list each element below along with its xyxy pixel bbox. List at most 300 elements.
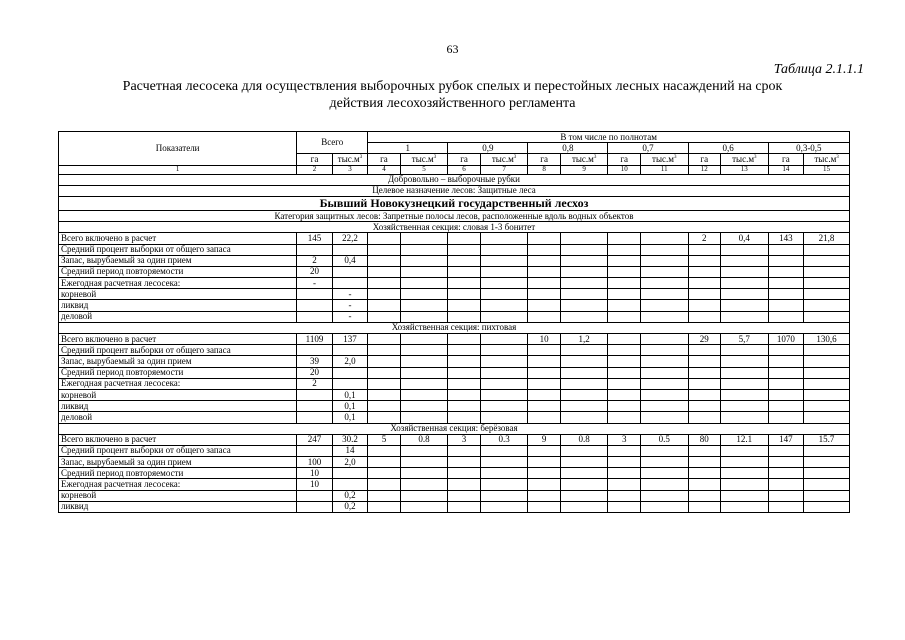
table-cell bbox=[688, 412, 720, 423]
table-cell: 2 bbox=[297, 378, 332, 389]
table-cell: 2 bbox=[297, 255, 332, 266]
table-cell bbox=[368, 445, 400, 456]
unit-superscript: 3 bbox=[359, 154, 363, 160]
row-label: ликвид bbox=[59, 300, 297, 311]
table-cell bbox=[480, 244, 528, 255]
table-cell: 21,8 bbox=[804, 233, 850, 244]
table-cell bbox=[480, 266, 528, 277]
table-cell: 2,0 bbox=[332, 356, 368, 367]
table-cell: 137 bbox=[332, 334, 368, 345]
table-cell bbox=[720, 367, 768, 378]
table-cell bbox=[332, 345, 368, 356]
table-cell bbox=[608, 311, 640, 322]
table-cell: 247 bbox=[297, 434, 332, 445]
table-cell bbox=[640, 255, 688, 266]
span-row bbox=[59, 196, 850, 210]
table-cell bbox=[448, 457, 480, 468]
table-cell bbox=[688, 445, 720, 456]
unit-superscript: 3 bbox=[836, 154, 839, 160]
table-row bbox=[59, 311, 850, 322]
row-label: Средний процент выборки от общего запаса bbox=[59, 244, 297, 255]
table-cell bbox=[400, 412, 448, 423]
table-cell bbox=[528, 244, 560, 255]
table-row bbox=[59, 300, 850, 311]
table-cell bbox=[560, 501, 608, 512]
table-cell bbox=[768, 490, 803, 501]
unit-text: тыс.м bbox=[491, 153, 514, 164]
table-cell bbox=[528, 255, 560, 266]
column-number: 11 bbox=[640, 165, 688, 174]
table-cell bbox=[297, 345, 332, 356]
table-cell bbox=[400, 445, 448, 456]
table-cell: - bbox=[332, 289, 368, 300]
table-cell bbox=[528, 378, 560, 389]
table-cell bbox=[720, 289, 768, 300]
unit-text: тыс.м bbox=[732, 153, 755, 164]
header-unit-ga: га bbox=[297, 154, 332, 165]
row-label: Запас, вырубаемый за один прием bbox=[59, 457, 297, 468]
table-cell bbox=[720, 311, 768, 322]
table-cell bbox=[640, 457, 688, 468]
table-cell: 0,2 bbox=[332, 501, 368, 512]
table-cell bbox=[768, 266, 803, 277]
table-cell bbox=[528, 457, 560, 468]
table-cell bbox=[804, 401, 850, 412]
section-title: Хозяйственная секция: берёзовая bbox=[59, 423, 850, 434]
table-cell bbox=[480, 345, 528, 356]
table-cell bbox=[528, 401, 560, 412]
table-cell bbox=[448, 501, 480, 512]
header-unit-tys bbox=[480, 154, 528, 165]
table-cell bbox=[297, 244, 332, 255]
table-cell: 147 bbox=[768, 434, 803, 445]
table-cell bbox=[720, 490, 768, 501]
table-cell bbox=[720, 300, 768, 311]
table-cell bbox=[448, 244, 480, 255]
table-cell bbox=[804, 412, 850, 423]
column-number: 4 bbox=[368, 165, 400, 174]
table-cell bbox=[768, 244, 803, 255]
table-cell: 14 bbox=[332, 445, 368, 456]
section-title-row bbox=[59, 322, 850, 333]
table-cell bbox=[528, 501, 560, 512]
table-cell bbox=[608, 278, 640, 289]
column-number: 2 bbox=[297, 165, 332, 174]
table-cell bbox=[528, 490, 560, 501]
table-cell bbox=[804, 356, 850, 367]
table-cell bbox=[720, 389, 768, 400]
table-cell bbox=[560, 445, 608, 456]
table-cell bbox=[608, 289, 640, 300]
table-cell bbox=[688, 266, 720, 277]
table-cell bbox=[368, 367, 400, 378]
table-cell bbox=[528, 389, 560, 400]
header-vsego: Всего bbox=[297, 132, 368, 154]
table-cell bbox=[368, 233, 400, 244]
title-line-1: Расчетная лесосека для осуществления выборочных рубок спелых и перестойных лесных насаждений на срок bbox=[122, 79, 783, 94]
header-unit-ga: га bbox=[688, 154, 720, 165]
table-cell bbox=[400, 401, 448, 412]
table-row bbox=[59, 457, 850, 468]
table-row bbox=[59, 367, 850, 378]
table-cell bbox=[768, 389, 803, 400]
table-row bbox=[59, 289, 850, 300]
column-number: 6 bbox=[448, 165, 480, 174]
table-cell: 0,4 bbox=[332, 255, 368, 266]
table-cell bbox=[480, 501, 528, 512]
table-cell: 39 bbox=[297, 356, 332, 367]
table-cell: 20 bbox=[297, 266, 332, 277]
table-row bbox=[59, 389, 850, 400]
unit-superscript: 3 bbox=[433, 154, 437, 160]
table-cell bbox=[448, 401, 480, 412]
table-cell bbox=[688, 501, 720, 512]
table-cell bbox=[297, 389, 332, 400]
table-cell bbox=[368, 412, 400, 423]
table-row bbox=[59, 244, 850, 255]
header-row-1 bbox=[59, 132, 850, 143]
table-cell bbox=[608, 401, 640, 412]
page-number: 63 bbox=[446, 42, 459, 56]
table-cell bbox=[480, 356, 528, 367]
table-cell bbox=[332, 468, 368, 479]
table-cell bbox=[560, 345, 608, 356]
table-cell bbox=[528, 468, 560, 479]
table-cell bbox=[368, 255, 400, 266]
table-row bbox=[59, 445, 850, 456]
table-cell bbox=[560, 266, 608, 277]
header-unit-ga: га bbox=[608, 154, 640, 165]
table-cell bbox=[720, 378, 768, 389]
table-cell bbox=[480, 233, 528, 244]
table-cell bbox=[368, 266, 400, 277]
unit-text: тыс.м bbox=[411, 153, 434, 164]
table-cell bbox=[688, 468, 720, 479]
header-density: 0,8 bbox=[528, 143, 608, 154]
row-label: Всего включено в расчет bbox=[59, 434, 297, 445]
column-number: 15 bbox=[804, 165, 850, 174]
table-cell bbox=[400, 289, 448, 300]
table-cell: - bbox=[332, 311, 368, 322]
table-cell: 0.5 bbox=[640, 434, 688, 445]
table-cell bbox=[368, 334, 400, 345]
table-cell bbox=[480, 334, 528, 345]
table-cell: 2,0 bbox=[332, 457, 368, 468]
table-cell: 10 bbox=[297, 468, 332, 479]
table-cell: - bbox=[297, 278, 332, 289]
table-cell: 0,1 bbox=[332, 389, 368, 400]
table-cell bbox=[608, 255, 640, 266]
table-cell bbox=[400, 311, 448, 322]
column-numbers-row bbox=[59, 165, 850, 174]
table-cell bbox=[480, 468, 528, 479]
table-cell bbox=[480, 490, 528, 501]
table-cell bbox=[768, 501, 803, 512]
table-cell bbox=[720, 445, 768, 456]
table-cell bbox=[720, 468, 768, 479]
header-density: 0,3-0,5 bbox=[768, 143, 849, 154]
table-cell bbox=[480, 311, 528, 322]
table-cell bbox=[368, 278, 400, 289]
table-cell bbox=[560, 255, 608, 266]
table-cell bbox=[528, 412, 560, 423]
table-cell bbox=[480, 255, 528, 266]
table-cell bbox=[608, 300, 640, 311]
table-cell bbox=[297, 311, 332, 322]
table-cell bbox=[608, 412, 640, 423]
table-cell bbox=[448, 233, 480, 244]
table-cell bbox=[368, 457, 400, 468]
table-cell bbox=[640, 278, 688, 289]
table-cell bbox=[368, 468, 400, 479]
table-cell bbox=[560, 289, 608, 300]
row-label: Ежегодная расчетная лесосека: bbox=[59, 378, 297, 389]
table-cell: 22,2 bbox=[332, 233, 368, 244]
table-cell bbox=[368, 389, 400, 400]
table-cell bbox=[768, 468, 803, 479]
table-cell bbox=[400, 334, 448, 345]
table-cell bbox=[368, 378, 400, 389]
table-cell bbox=[608, 244, 640, 255]
section-title: Хозяйственная секция: словая 1-3 бонитет bbox=[59, 222, 850, 233]
table-cell bbox=[688, 401, 720, 412]
table-cell bbox=[640, 501, 688, 512]
row-label: Ежегодная расчетная лесосека: bbox=[59, 278, 297, 289]
kategoriya-label: Категория защитных лесов: Запретные полосы лесов, расположенные вдоль водных объектов bbox=[59, 210, 850, 221]
span-row bbox=[59, 210, 850, 221]
table-cell bbox=[448, 490, 480, 501]
table-cell bbox=[480, 389, 528, 400]
table-cell bbox=[720, 479, 768, 490]
table-row bbox=[59, 412, 850, 423]
table-cell: 5 bbox=[368, 434, 400, 445]
table-cell bbox=[560, 356, 608, 367]
column-number: 7 bbox=[480, 165, 528, 174]
header-unit-tys bbox=[560, 154, 608, 165]
table-cell bbox=[528, 479, 560, 490]
row-label: Средний процент выборки от общего запаса bbox=[59, 445, 297, 456]
table-row bbox=[59, 401, 850, 412]
table-cell bbox=[448, 255, 480, 266]
table-cell bbox=[804, 479, 850, 490]
table-cell bbox=[480, 401, 528, 412]
table-cell bbox=[720, 345, 768, 356]
header-unit-ga: га bbox=[528, 154, 560, 165]
table-cell bbox=[297, 501, 332, 512]
table-cell bbox=[804, 300, 850, 311]
table-cell bbox=[297, 289, 332, 300]
table-cell bbox=[804, 289, 850, 300]
table-cell bbox=[400, 378, 448, 389]
row-label: корневой bbox=[59, 289, 297, 300]
lesoseka-table bbox=[58, 131, 850, 513]
table-cell bbox=[448, 278, 480, 289]
table-cell bbox=[400, 345, 448, 356]
header-density: 1 bbox=[368, 143, 448, 154]
dobrovolno-label: Добровольно – выборочные рубки bbox=[59, 174, 850, 185]
table-cell bbox=[368, 300, 400, 311]
table-cell bbox=[688, 490, 720, 501]
column-number: 12 bbox=[688, 165, 720, 174]
table-cell bbox=[400, 233, 448, 244]
table-cell bbox=[400, 490, 448, 501]
table-cell bbox=[640, 479, 688, 490]
row-label: Всего включено в расчет bbox=[59, 334, 297, 345]
table-cell bbox=[720, 244, 768, 255]
table-cell bbox=[560, 479, 608, 490]
table-cell bbox=[688, 278, 720, 289]
table-cell bbox=[448, 389, 480, 400]
table-cell: 12.1 bbox=[720, 434, 768, 445]
table-cell bbox=[528, 289, 560, 300]
table-cell bbox=[640, 490, 688, 501]
header-unit-tys bbox=[640, 154, 688, 165]
table-cell bbox=[768, 367, 803, 378]
header-density: 0,9 bbox=[448, 143, 528, 154]
table-cell bbox=[528, 356, 560, 367]
header-unit-tys bbox=[804, 154, 850, 165]
table-cell bbox=[528, 311, 560, 322]
table-cell bbox=[448, 468, 480, 479]
table-cell bbox=[528, 266, 560, 277]
table-cell bbox=[448, 345, 480, 356]
table-cell bbox=[400, 356, 448, 367]
table-cell bbox=[768, 300, 803, 311]
table-cell bbox=[560, 468, 608, 479]
table-row bbox=[59, 468, 850, 479]
table-cell bbox=[528, 300, 560, 311]
table-cell bbox=[368, 356, 400, 367]
table-cell: 1109 bbox=[297, 334, 332, 345]
table-cell bbox=[688, 389, 720, 400]
table-cell bbox=[448, 266, 480, 277]
table-cell bbox=[640, 244, 688, 255]
table-cell bbox=[448, 378, 480, 389]
table-cell: 10 bbox=[297, 479, 332, 490]
table-cell bbox=[720, 278, 768, 289]
header-density: 0,6 bbox=[688, 143, 768, 154]
table-cell bbox=[608, 389, 640, 400]
table-cell bbox=[560, 378, 608, 389]
table-cell bbox=[608, 479, 640, 490]
table-cell bbox=[400, 300, 448, 311]
row-label: Средний период повторяемости bbox=[59, 468, 297, 479]
table-row bbox=[59, 356, 850, 367]
table-cell bbox=[297, 300, 332, 311]
table-cell bbox=[560, 401, 608, 412]
table-cell bbox=[480, 445, 528, 456]
table-cell bbox=[400, 468, 448, 479]
table-row bbox=[59, 345, 850, 356]
table-cell bbox=[768, 345, 803, 356]
table-row bbox=[59, 334, 850, 345]
table-cell bbox=[608, 233, 640, 244]
table-cell bbox=[332, 266, 368, 277]
table-cell bbox=[608, 445, 640, 456]
table-cell bbox=[640, 345, 688, 356]
table-cell bbox=[448, 479, 480, 490]
table-cell bbox=[528, 278, 560, 289]
table-cell bbox=[640, 468, 688, 479]
table-cell bbox=[804, 490, 850, 501]
table-id: Таблица 2.1.1.1 bbox=[773, 62, 864, 77]
header-v-tom-chisle: В том числе по полнотам bbox=[368, 132, 850, 143]
row-label: Запас, вырубаемый за один прием bbox=[59, 255, 297, 266]
table-cell bbox=[400, 457, 448, 468]
table-cell bbox=[332, 378, 368, 389]
celevoe-label: Целевое назначение лесов: Защитные леса bbox=[59, 185, 850, 196]
table-cell bbox=[560, 300, 608, 311]
table-cell bbox=[560, 389, 608, 400]
table-cell bbox=[804, 345, 850, 356]
table-cell bbox=[688, 289, 720, 300]
table-cell bbox=[640, 233, 688, 244]
row-label: Ежегодная расчетная лесосека: bbox=[59, 479, 297, 490]
column-number: 1 bbox=[59, 165, 297, 174]
table-cell: 0.8 bbox=[400, 434, 448, 445]
table-cell bbox=[297, 445, 332, 456]
table-cell bbox=[400, 244, 448, 255]
table-cell bbox=[448, 445, 480, 456]
table-cell bbox=[640, 289, 688, 300]
table-row bbox=[59, 479, 850, 490]
table-cell bbox=[768, 356, 803, 367]
table-cell bbox=[768, 311, 803, 322]
table-cell bbox=[768, 401, 803, 412]
table-cell bbox=[560, 490, 608, 501]
table-body bbox=[59, 174, 850, 512]
row-label: деловой bbox=[59, 412, 297, 423]
table-cell bbox=[804, 278, 850, 289]
table-cell bbox=[400, 501, 448, 512]
table-cell bbox=[804, 266, 850, 277]
row-label: ликвид bbox=[59, 501, 297, 512]
span-row bbox=[59, 174, 850, 185]
table-cell bbox=[688, 457, 720, 468]
table-row bbox=[59, 501, 850, 512]
span-row bbox=[59, 185, 850, 196]
unit-text: тыс.м bbox=[814, 153, 837, 164]
section-title-row bbox=[59, 222, 850, 233]
table-cell bbox=[720, 412, 768, 423]
table-cell bbox=[528, 345, 560, 356]
column-number: 10 bbox=[608, 165, 640, 174]
column-number: 5 bbox=[400, 165, 448, 174]
unit-superscript: 3 bbox=[754, 154, 757, 160]
table-cell: 9 bbox=[528, 434, 560, 445]
table-cell bbox=[560, 311, 608, 322]
header-unit-tys bbox=[400, 154, 448, 165]
table-cell bbox=[720, 401, 768, 412]
row-label: Средний период повторяемости bbox=[59, 367, 297, 378]
section-title: Хозяйственная секция: пихтовая bbox=[59, 322, 850, 333]
table-cell bbox=[608, 266, 640, 277]
table-cell bbox=[640, 412, 688, 423]
table-cell bbox=[768, 479, 803, 490]
table-cell bbox=[768, 445, 803, 456]
table-cell bbox=[804, 389, 850, 400]
table-cell bbox=[804, 367, 850, 378]
table-cell: 0,1 bbox=[332, 412, 368, 423]
table-cell bbox=[368, 501, 400, 512]
table-cell: 0.8 bbox=[560, 434, 608, 445]
table-cell: 1070 bbox=[768, 334, 803, 345]
table-cell bbox=[608, 468, 640, 479]
table-cell bbox=[528, 445, 560, 456]
table-cell bbox=[804, 255, 850, 266]
table-cell bbox=[804, 244, 850, 255]
column-number: 9 bbox=[560, 165, 608, 174]
